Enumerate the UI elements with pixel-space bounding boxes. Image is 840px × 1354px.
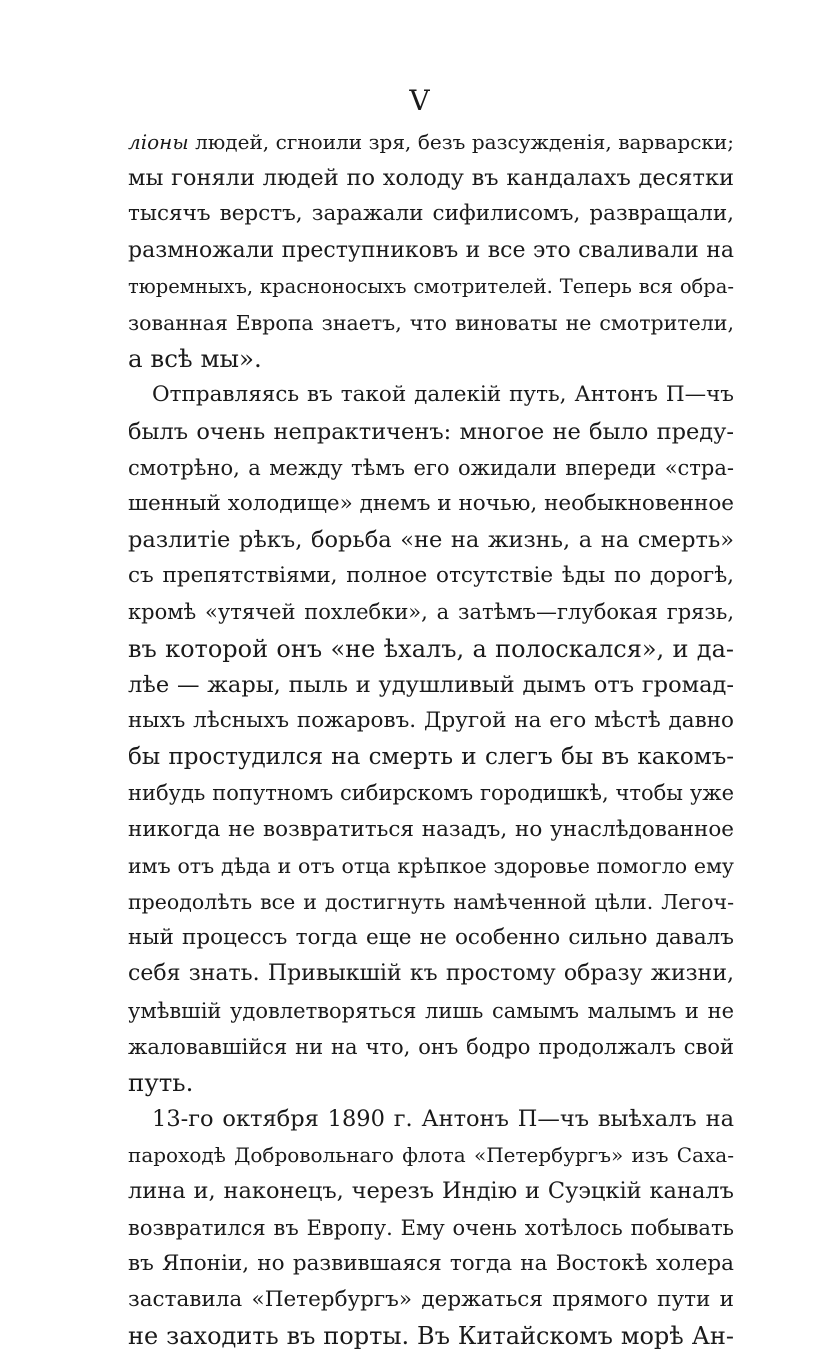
text-line: никогда не возвратиться назадъ, но унаслѣдованное <box>128 816 734 842</box>
text-line: разлитіе рѣкъ, борьба «не на жизнь, а на смерть» <box>128 527 734 554</box>
text-line: лина и, наконецъ, черезъ Индію и Суэцкій каналъ <box>128 1178 734 1205</box>
text-line: не заходить въ порты. Въ Китайскомъ морѣ Ан- <box>128 1322 734 1351</box>
text-line: въ которой онъ «не ѣхалъ, а полоскался», и да- <box>128 634 734 663</box>
text-line: а всѣ мы». <box>128 344 262 374</box>
page-number: V <box>409 84 431 117</box>
text-line: пароходѣ Добровольнаго флота «Петербургъ» изъ Саха- <box>128 1143 734 1168</box>
text-line: имъ отъ дѣда и отъ отца крѣпкое здоровье помогло ему <box>128 853 734 878</box>
text-line: тысячъ верстъ, заражали сифилисомъ, развращали, <box>128 201 734 227</box>
text-line: размножали преступниковъ и все это сваливали на <box>128 237 734 263</box>
text-line: ныхъ лѣсныхъ пожаровъ. Другой на его мѣстѣ давно <box>128 708 734 733</box>
text-line: шенный холодище» днемъ и ночью, необыкновенное <box>128 490 734 516</box>
text-line: тюремныхъ, красноносыхъ смотрителей. Теперь вся обра- <box>128 274 734 298</box>
text-line: ный процессъ тогда еще не особенно сильно давалъ <box>128 925 734 951</box>
text-line: преодолѣть все и достигнуть намѣченной цѣли. Легоч- <box>128 889 734 914</box>
text-line: 13-го октября 1890 г. Антонъ П—чъ выѣхалъ на <box>152 1106 734 1133</box>
text-line: нибудь попутномъ сибирскомъ городишкѣ, чтобы уже <box>128 781 734 806</box>
text-line: бы простудился на смерть и слегъ бы въ какомъ- <box>128 744 734 771</box>
text-line: въ Японіи, но развившаяся тогда на Востокѣ холера <box>128 1250 734 1276</box>
italic-word: ліоны <box>128 130 189 154</box>
text-line: съ препятствіями, полное отсутствіе ѣды по дорогѣ, <box>128 563 734 589</box>
text-line <box>128 124 734 160</box>
text-line: зованная Европа знаетъ, что виноваты не смотрители, <box>128 310 734 335</box>
text-line: смотрѣно, а между тѣмъ его ожидали впереди «стра- <box>128 455 734 480</box>
body-text <box>128 124 734 1354</box>
text-line: кромѣ «утячей похлебки», а затѣмъ—глубокая грязь, <box>128 600 734 625</box>
text-line: мы гоняли людей по холоду въ кандалахъ десятки <box>128 165 734 192</box>
text-line: былъ очень непрактиченъ: многое не было преду- <box>128 418 734 445</box>
text-line: заставила «Петербургъ» держаться прямого пути и <box>128 1287 734 1312</box>
text-line: возвратился въ Европу. Ему очень хотѣлось побывать <box>128 1215 734 1240</box>
text-line: лѣе — жары, пыль и удушливый дымъ отъ громад- <box>128 671 734 698</box>
text-line: умѣвшій удовлетворяться лишь самымъ малымъ и не <box>128 998 734 1023</box>
text-line: Отправляясь въ такой далекій путь, Антонъ П—чъ <box>152 382 734 408</box>
text-line: себя знать. Привыкшій къ простому образу жизни, <box>128 961 734 987</box>
line-text: людей, сгноили зря, безъ разсужденія, варварски; <box>188 130 734 154</box>
text-line: жаловавшійся ни на что, онъ бодро продолжалъ свой <box>128 1034 734 1059</box>
text-line: путь. <box>128 1067 194 1097</box>
